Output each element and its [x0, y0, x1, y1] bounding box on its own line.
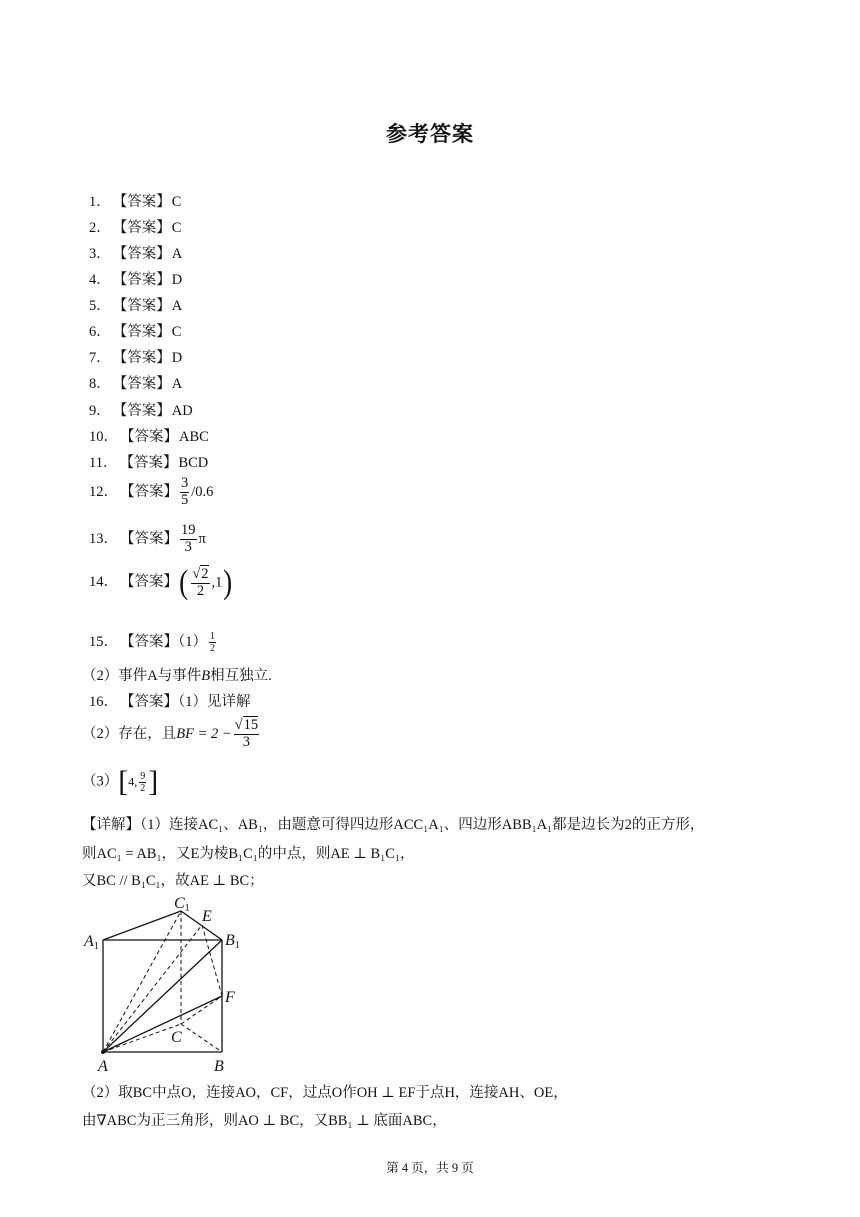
answer-tag: 【答案】 [112, 246, 171, 262]
answer-number: 1． [89, 194, 111, 210]
answer-value: A [171, 246, 183, 262]
answer-value: A [171, 298, 183, 314]
page-footer: 第 4 页，共 9 页 [386, 1161, 474, 1175]
answer-row-9 [89, 399, 193, 420]
fraction [209, 631, 216, 654]
part3-prefix: （3） [82, 773, 119, 790]
answer-value: C [171, 324, 182, 340]
label-a: A [98, 1058, 108, 1075]
answer-tag: 【答案】 [112, 324, 171, 340]
answer-number: 12． [89, 483, 118, 500]
answer-value: C [171, 194, 182, 210]
numerator: √15 [234, 717, 259, 733]
answer-number: 7． [89, 350, 111, 366]
label-f: F [225, 989, 235, 1006]
answer-number: 3． [89, 246, 111, 262]
answer-row-8 [89, 372, 182, 393]
answer-tag: 【答案】 [112, 403, 171, 419]
fraction [180, 523, 197, 556]
numerator: 9 [140, 770, 146, 782]
answer-row-3 [89, 242, 182, 263]
interval-start: 4, [128, 774, 138, 789]
answer-row-16-part3 [82, 767, 158, 797]
answer-value: BCD [178, 455, 209, 471]
part2-prefix: （2）存在，且 [82, 725, 177, 742]
detail-line-2: 则AC₁ = AB₁，又E为棱B₁C₁的中点，则AE ⊥ B₁C₁， [82, 846, 415, 862]
denominator: 5 [181, 491, 189, 508]
answer-value: AD [171, 403, 193, 419]
answer-row-6 [89, 320, 181, 341]
answer-number: 13． [89, 530, 118, 547]
detail-line-1: 【详解】（1）连接AC₁、AB₁，由题意可得四边形ACC₁A₁、四边形ABB₁A₁都是边长为2的正方形， [82, 817, 705, 833]
answer-number: 4． [89, 272, 111, 288]
answer-tag: 【答案】 [112, 220, 171, 236]
event-b: B [201, 668, 211, 684]
denominator: 3 [184, 538, 192, 555]
fraction [180, 476, 189, 509]
right-bracket: ] [148, 765, 159, 798]
sqrt-arg: 15 [243, 717, 259, 733]
answer-row-4 [89, 268, 182, 289]
answer-row-16 [89, 690, 251, 711]
label-b: B [214, 1058, 224, 1075]
answer-tag: 【答案】 [119, 455, 178, 471]
answer-row-15-part2 [82, 664, 272, 685]
left-paren: ( [179, 564, 189, 601]
part2-expression: BF = 2 − [176, 725, 232, 742]
answer-number: 9． [89, 403, 111, 419]
answer-suffix: π [198, 530, 206, 547]
detail-line-5: 由∇ABC为正三角形，则AO ⊥ BC，又BB₁ ⊥ 底面ABC， [82, 1113, 447, 1129]
answer-row-5 [89, 294, 182, 315]
denominator: 2 [210, 643, 215, 655]
answer-row-16-part2 [82, 718, 261, 751]
answer-number: 10． [89, 429, 118, 445]
answer-number: 8． [89, 376, 111, 392]
numerator: 3 [181, 475, 189, 491]
answer-tag: 【答案】 [112, 350, 171, 366]
answer-number: 5． [89, 298, 111, 314]
answer-tag: 【答案】 [120, 574, 178, 591]
part-label: （1） [178, 634, 207, 650]
fraction [191, 567, 209, 600]
prism-figure [78, 892, 258, 1082]
label-a1: A1 [84, 933, 99, 952]
part2-end: 相互独立. [210, 668, 272, 684]
answer-number: 2． [89, 220, 111, 236]
answer-row-13 [89, 523, 206, 556]
answer-tag: 【答案】 [112, 194, 171, 210]
numerator: 19 [181, 522, 196, 538]
page-title: 参考答案 [386, 122, 474, 146]
answer-row-11 [89, 451, 208, 472]
answer-row-14 [89, 566, 234, 600]
answer-number: 11． [89, 455, 118, 471]
label-e: E [202, 908, 212, 925]
answer-tag: 【答案】 [112, 376, 171, 392]
answer-row-1 [89, 190, 181, 211]
denominator: 2 [140, 782, 146, 794]
answer-number: 6． [89, 324, 111, 340]
answer-value: D [171, 272, 183, 288]
numerator: √2 [192, 565, 209, 582]
answer-number: 16． [89, 694, 118, 710]
answer-row-2 [89, 216, 181, 237]
fraction [139, 771, 146, 794]
answer-tag: 【答案】 [120, 483, 178, 500]
answer-number: 15． [89, 634, 118, 650]
answer-tag: 【答案】 [120, 429, 178, 445]
answer-row-12 [89, 476, 213, 509]
label-c1: C1 [174, 895, 190, 914]
detail-line-3: 又BC // B₁C₁，故AE ⊥ BC； [82, 873, 264, 889]
answer-value: D [171, 350, 183, 366]
part1-text: （1）见详解 [178, 694, 251, 710]
right-paren: ) [223, 564, 233, 601]
left-bracket: [ [118, 765, 129, 798]
label-b1: B1 [225, 932, 240, 951]
answer-value: ABC [179, 429, 209, 445]
answer-value: C [171, 220, 182, 236]
answer-suffix: /0.6 [191, 483, 214, 500]
answer-tag: 【答案】 [112, 272, 171, 288]
answer-tag: 【答案】 [120, 634, 178, 650]
label-c: C [171, 1029, 182, 1046]
numerator: 1 [210, 631, 215, 643]
denominator: 3 [242, 733, 251, 750]
answer-row-7 [89, 346, 182, 367]
answer-value: A [171, 376, 183, 392]
answer-tag: 【答案】 [112, 298, 171, 314]
answer-row-10 [89, 425, 209, 446]
answer-tag: 【答案】 [120, 694, 178, 710]
sqrt-arg: 2 [201, 565, 209, 582]
second-value: ,1 [211, 574, 223, 591]
part2-text: （2）事件A与事件 [82, 668, 202, 684]
denominator: 2 [196, 582, 205, 599]
answer-tag: 【答案】 [120, 530, 178, 547]
fraction [234, 718, 259, 751]
detail-line-4: （2）取BC中点O，连接AO，CF，过点O作OH ⊥ EF于点H，连接AH、OE， [82, 1085, 568, 1101]
answer-number: 14． [89, 574, 118, 591]
answer-row-15 [89, 630, 218, 654]
